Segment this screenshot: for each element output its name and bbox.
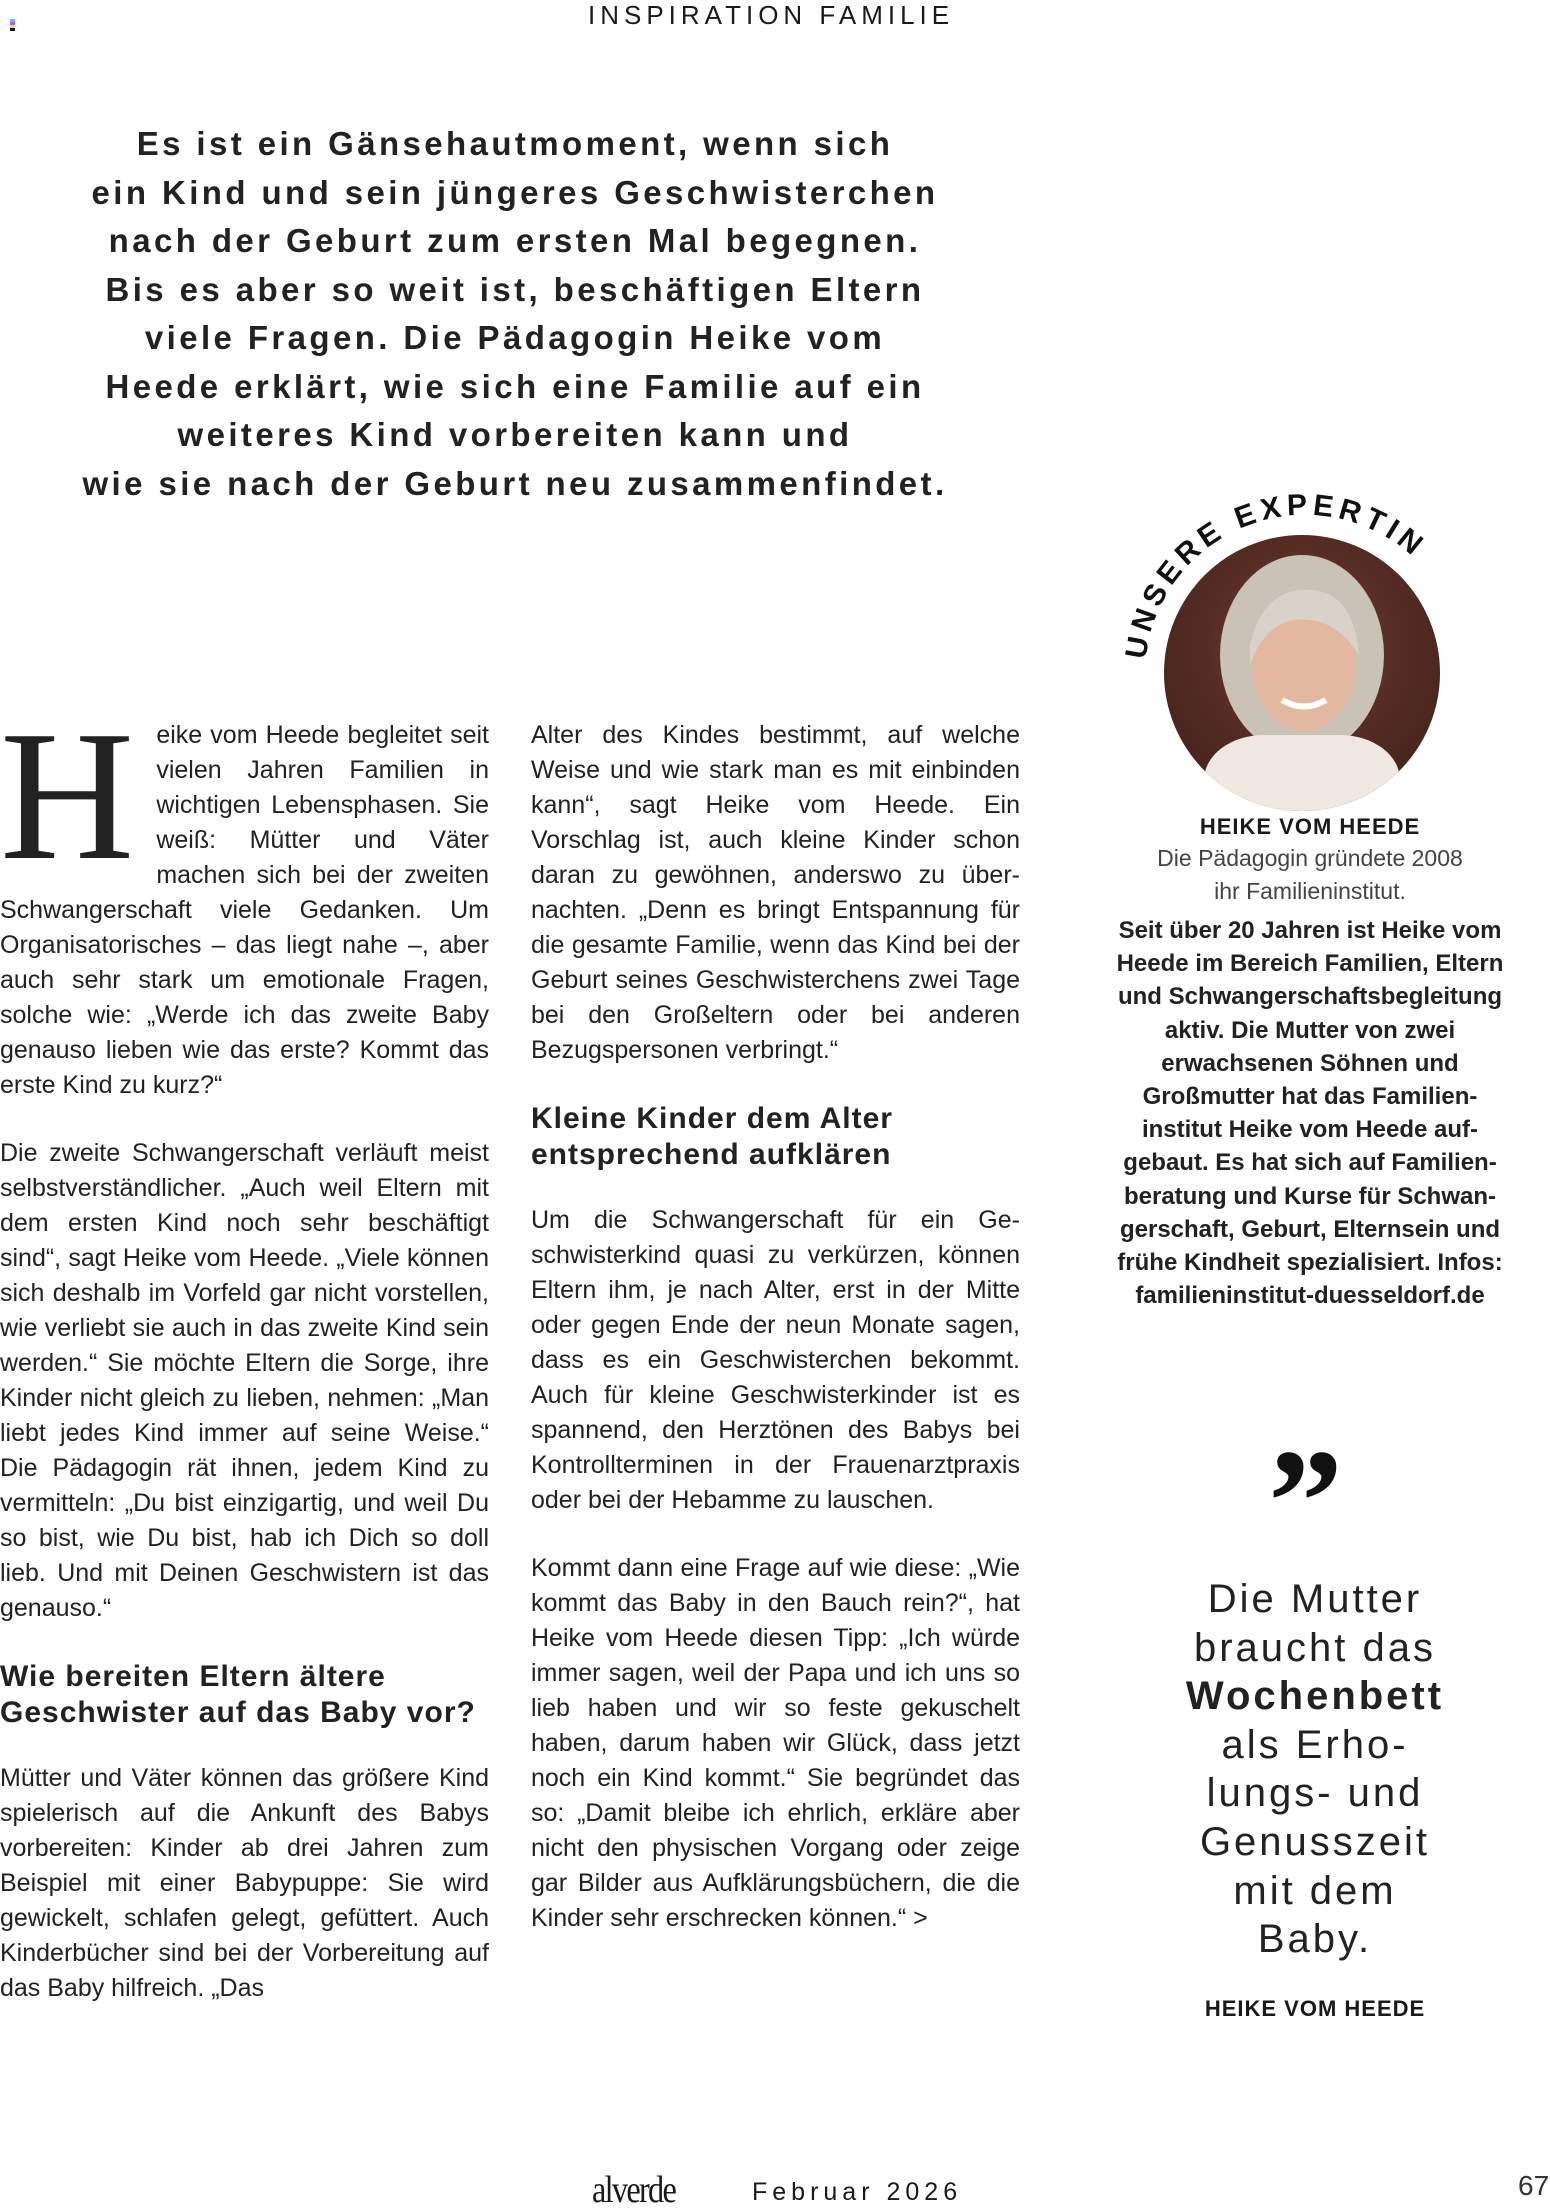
expert-subtitle: Die Pädagogin gründete 2008 ihr Familieninstitut. bbox=[1157, 845, 1463, 904]
expert-photo bbox=[1164, 535, 1440, 811]
expert-bio: Seit über 20 Jahren ist Heike vom Heede im Bereich Familien, Eltern und Schwangerschaftsbegleitung aktiv. Die Mutter von zwei erwachsenen Söhnen und Großmutter hat das Familieninstitut Heike vom Heede aufgebaut. Es hat sich auf Familienberatung und Kurse für Schwangerschaft, Geburt, Elternsein und frühe Kindheit spezialisiert. Infos: familieninstitut-duesseldorf.de bbox=[1116, 917, 1504, 1310]
intro-headline bbox=[0, 120, 1030, 508]
headline-line: nach der Geburt zum ersten Mal begegnen. bbox=[108, 222, 922, 259]
quote-line: mit dem bbox=[1233, 1868, 1397, 1913]
woman-portrait-illustration bbox=[1164, 535, 1440, 811]
headline-line: weiteres Kind vorbereiten kann und bbox=[177, 416, 853, 453]
paragraph-text: eike vom Heede begleitet seit vielen Jahren Familien in wichtigen Lebensphasen. Sie weiß: Mütter und Väter machen sich bei der zweiten Schwangerschaft viele Gedanken. Um Organisatorisches – das liegt nahe –, aber auch sehr stark um emotionale Fragen, solche wie: „Werde ich das zweite Baby genauso lieben wie das erste? Kommt das erste Kind zu kurz?“ bbox=[0, 721, 489, 1099]
headline-line: ein Kind und sein jüngeres Geschwisterchen bbox=[91, 173, 939, 211]
issue-date: Februar 2026 bbox=[752, 2178, 963, 2206]
paragraph: Mütter und Väter können das größere Kind spielerisch auf die Ankunft des Babys vorbereiten: Kinder ab drei Jahren zum Beispiel mit einer Babypuppe: Sie wird gewickelt, schlafen gelegt, gefüttert. Auch Kinderbücher sind bei der Vorbereitung auf das Baby hilfreich. „Das bbox=[0, 1764, 489, 2002]
paragraph bbox=[0, 693, 489, 1103]
magazine-logo: alverde bbox=[592, 2169, 676, 2211]
paragraph: Die zweite Schwangerschaft verläuft meist selbstverständlicher. „Auch weil Eltern mit dem ersten Kind noch sehr beschäftigt sind“, sagt Heike vom Heede. „Viele können sich deshalb im Vorfeld gar nicht vorstellen, wie verliebt sie auch in das zweite Kind sein werden.“ Sie möchte Eltern die Sorge, ihre Kinder nicht gleich zu lieben, nehmen: „Man liebt jedes Kind immer auf seine Weise.“ Die Pädagogin rät ihnen, jedem Kind zu vermitteln: „Du bist einzigartig, und weil Du so bist, wie Du bist, hab ich Dich so doll lieb. Und mit Deinen Geschwistern ist das genauso.“ bbox=[0, 1139, 489, 1622]
quote-line: als Erho- bbox=[1221, 1722, 1409, 1767]
page-number: 67 bbox=[1518, 2170, 1550, 2201]
quote-line: braucht das bbox=[1193, 1625, 1437, 1670]
headline-line: viele Fragen. Die Pädagogin Heike vom bbox=[144, 319, 886, 356]
headline-line: Bis es aber so weit ist, beschäftigen Eltern bbox=[105, 270, 925, 308]
quote-line: Baby. bbox=[1257, 1917, 1373, 1962]
paragraph: Alter des Kindes bestimmt, auf welche Weise und wie stark man es mit einbinden kann“, sagt Heike vom Heede. Ein Vorschlag ist, auch kleine Kinder schon daran zu gewöhnen, anderswo zu übernachten. „Denn es bringt Entspannung für die gesamte Familie, wenn das Kind bei der Geburt seines Geschwisterchens zwei Tage bei den Großeltern oder bei anderen Bezugspersonen verbringt.“ bbox=[531, 721, 1020, 1064]
paragraph: Um die Schwangerschaft für ein Geschwisterkind quasi zu verkürzen, können Eltern ihm, je nach Alter, erst in der Mitte oder gegen Ende der neun Monate sagen, dass es ein Geschwisterchen bekommt. Auch für kleine Geschwisterkinder ist es spannend, den Herztönen des Babys bei Kontrollterminen in der Frauenarztpraxis oder bei der Hebamme zu lauschen. bbox=[531, 1206, 1020, 1514]
drop-cap: H bbox=[0, 693, 135, 899]
paragraph: Kommt dann eine Frage auf wie diese: „Wie kommt das Baby in den Bauch rein?“, hat Heike vom Heede diesen Tipp: „Ich würde immer sagen, weil der Papa und ich uns so lieb haben und wir so feste gekuschelt haben, darum haben wir Glück, dass jetzt noch ein Kind kommt.“ Sie begründet das so: „Damit bleibe ich ehrlich, erkläre aber nicht den physischen Vorgang oder zeige gar Bilder aus Aufklärungsbüchern, die die Kinder sehr erschrecken können.“ > bbox=[531, 1554, 1020, 1932]
expert-portrait bbox=[1080, 455, 1460, 795]
section-title: INSPIRATION FAMILIE bbox=[588, 0, 955, 30]
quote-line: lungs- und bbox=[1206, 1771, 1424, 1816]
subheading: Wie bereiten Eltern ältere Geschwister auf das Baby vor? bbox=[0, 1660, 476, 1729]
expert-name: HEIKE VOM HEEDE bbox=[1199, 814, 1421, 839]
headline-line: Es ist ein Gänsehautmoment, wenn sich bbox=[136, 125, 894, 162]
quote-mark-icon: ” bbox=[1268, 1419, 1343, 1585]
headline-line: Heede erklärt, wie sich eine Familie auf ein bbox=[105, 367, 925, 405]
quote-line-emphasis: Wochenbett bbox=[1185, 1674, 1445, 1719]
badge-text: UNSERE EXPERTIN bbox=[1119, 488, 1433, 662]
headline-line: wie sie nach der Geburt neu zusammenfindet. bbox=[82, 464, 948, 502]
article-column-1 bbox=[0, 693, 489, 2006]
print-color-marks bbox=[10, 19, 15, 31]
quote-line: Die Mutter bbox=[1207, 1577, 1423, 1621]
subheading: Kleine Kinder dem Alter entsprechend aufklären bbox=[531, 1102, 893, 1171]
quote-line: Genusszeit bbox=[1199, 1819, 1431, 1864]
article-column-2 bbox=[531, 718, 1020, 1969]
quote-attribution: HEIKE VOM HEEDE bbox=[1204, 1996, 1426, 2021]
pull-quote bbox=[1120, 1575, 1510, 1964]
